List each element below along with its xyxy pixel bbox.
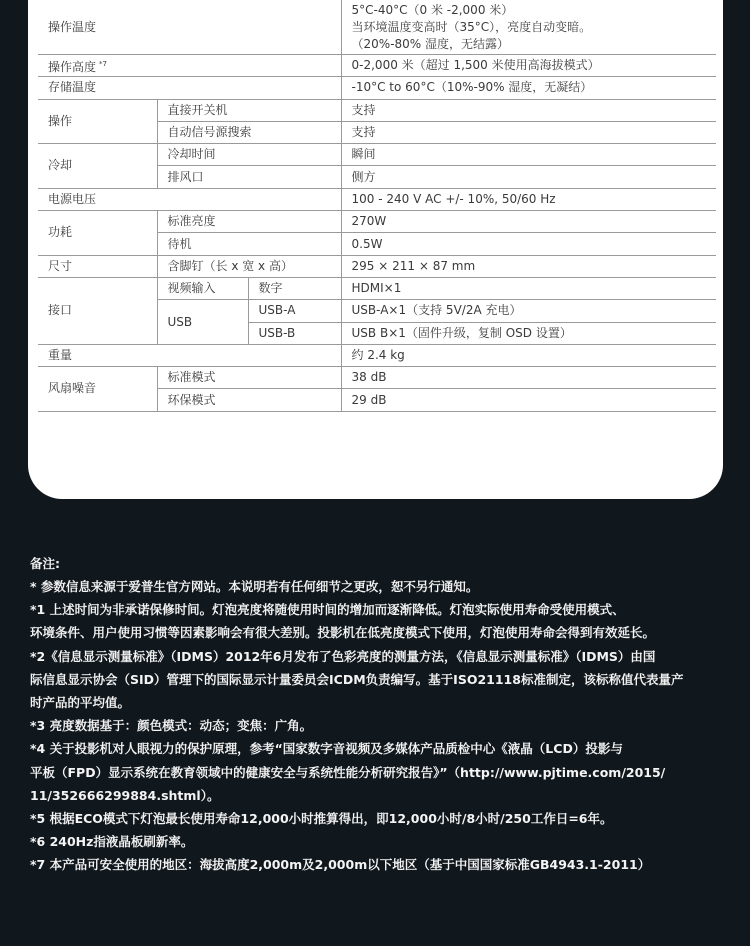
sub-value: 0.5W bbox=[341, 233, 716, 255]
label-operation: 操作 bbox=[38, 99, 157, 144]
label-fan-noise: 风扇噪音 bbox=[38, 367, 157, 412]
value-op-temp bbox=[341, 0, 716, 55]
sub-label: 视频输入 bbox=[157, 277, 248, 299]
sub-value: 侧方 bbox=[341, 166, 716, 188]
label-power-voltage: 电源电压 bbox=[38, 188, 341, 210]
note-line: *5 根据ECO模式下灯泡最长使用寿命12,000小时推算得出，即12,000小时/8小时/250工作日=6年。 bbox=[30, 810, 613, 826]
note-line: * 参数信息来源于爱普生官方网站。本说明若有任何细节之更改，恕不另行通知。 bbox=[30, 579, 479, 594]
spec-row-op-temp bbox=[38, 0, 716, 55]
note-line: *6 240Hz指液晶板刷新率。 bbox=[30, 834, 194, 850]
sub-label: 直接开关机 bbox=[157, 99, 341, 121]
spec-table bbox=[38, 0, 716, 412]
label-cooling: 冷却 bbox=[38, 144, 157, 189]
spec-row-dimensions bbox=[38, 255, 716, 277]
label-op-temp: 操作温度 bbox=[38, 0, 341, 55]
note-line: 11/352666299884.shtml）。 bbox=[30, 787, 220, 803]
sub-label: USB-A bbox=[248, 300, 341, 322]
sub-label: 冷却时间 bbox=[157, 144, 341, 166]
footnote-marker: *7 bbox=[99, 59, 107, 68]
sub-value: 38 dB bbox=[341, 367, 716, 389]
sub-value: 支持 bbox=[341, 99, 716, 121]
label-interface: 接口 bbox=[38, 277, 157, 344]
note-line: 环境条件、用户使用习惯等因素影响会有很大差别。投影机在低亮度模式下使用，灯泡使用寿命会得到有效延长。 bbox=[30, 625, 656, 641]
label-dimensions: 尺寸 bbox=[38, 255, 157, 277]
spec-row-operation-1 bbox=[38, 99, 716, 121]
note-line: 际信息显示协会（SID）管理下的国际显示计量委员会ICDM负责编写。基于ISO21118标准制定，该标称值代表量产 bbox=[30, 671, 684, 687]
sub-label: USB bbox=[157, 300, 248, 345]
label-text: 操作高度 bbox=[48, 59, 97, 74]
sub-value: 29 dB bbox=[341, 389, 716, 411]
note-line: *7 本产品可安全使用的地区：海拔高度2,000m及2,000m以下地区（基于中国国家标准GB4943.1-2011） bbox=[30, 857, 651, 873]
notes-section bbox=[30, 553, 730, 876]
spec-row-interface-1 bbox=[38, 277, 716, 299]
notes-title: 备注: bbox=[30, 556, 60, 571]
note-line: 时产品的平均值。 bbox=[30, 694, 131, 710]
sub-value: USB B×1（固件升级，复制 OSD 设置） bbox=[341, 322, 716, 344]
spec-row-power-voltage bbox=[38, 188, 716, 210]
value-op-alt: 0-2,000 米（超过 1,500 米使用高海拔模式） bbox=[341, 55, 716, 77]
value-storage: -10°C to 60°C（10%-90% 湿度，无凝结） bbox=[341, 77, 716, 99]
spec-row-fan-1 bbox=[38, 367, 716, 389]
note-line: *1 上述时间为非承诺保修时间。灯泡亮度将随使用时间的增加而逐渐降低。灯泡实际使用寿命受使用模式、 bbox=[30, 602, 625, 618]
sub-value: USB-A×1（支持 5V/2A 充电） bbox=[341, 300, 716, 322]
sub-value: 270W bbox=[341, 211, 716, 233]
note-line: *4 关于投影机对人眼视力的保护原理，参考“国家数字音视频及多媒体产品质检中心《液晶（LCD）投影与 bbox=[30, 741, 623, 757]
label-consumption: 功耗 bbox=[38, 211, 157, 256]
value-line: 当环境温度变高时（35°C），亮度自动变暗。 bbox=[351, 19, 592, 34]
sub-value: 支持 bbox=[341, 121, 716, 143]
value-line: 5°C-40°C（0 米 -2,000 米） bbox=[351, 2, 514, 17]
sub-label: 数字 bbox=[248, 277, 341, 299]
spec-row-consumption-1 bbox=[38, 211, 716, 233]
note-line: 平板（FPD）显示系统在教育领域中的健康安全与系统性能分析研究报告》”（http://www.pjtime.com/2015/ bbox=[30, 764, 666, 780]
value-line: （20%-80% 湿度，无结露） bbox=[351, 36, 510, 51]
label-weight: 重量 bbox=[38, 344, 341, 366]
sub-label: 排风口 bbox=[157, 166, 341, 188]
sub-label: 自动信号源搜索 bbox=[157, 121, 341, 143]
value-weight: 约 2.4 kg bbox=[341, 344, 716, 366]
label-storage: 存储温度 bbox=[38, 77, 341, 99]
sub-label: 待机 bbox=[157, 233, 341, 255]
note-line: *3 亮度数据基于：颜色模式：动态；变焦：广角。 bbox=[30, 718, 313, 734]
value-power-voltage: 100 - 240 V AC +/- 10%, 50/60 Hz bbox=[341, 188, 716, 210]
value-dimensions: 295 × 211 × 87 mm bbox=[341, 255, 716, 277]
sub-label: 标准模式 bbox=[157, 367, 341, 389]
spec-row-op-alt bbox=[38, 55, 716, 77]
sub-value: HDMI×1 bbox=[341, 277, 716, 299]
sub-label: USB-B bbox=[248, 322, 341, 344]
sub-value: 瞬间 bbox=[341, 144, 716, 166]
sub-label: 含脚钉（长 x 宽 x 高） bbox=[157, 255, 341, 277]
label-op-alt bbox=[38, 55, 341, 77]
note-line: *2《信息显示测量标准》（IDMS）2012年6月发布了色彩亮度的测量方法，《信息显示测量标准》（IDMS）由国 bbox=[30, 648, 656, 664]
sub-label: 环保模式 bbox=[157, 389, 341, 411]
sub-label: 标准亮度 bbox=[157, 211, 341, 233]
spec-row-weight bbox=[38, 344, 716, 366]
spec-row-storage bbox=[38, 77, 716, 99]
spec-row-cooling-1 bbox=[38, 144, 716, 166]
